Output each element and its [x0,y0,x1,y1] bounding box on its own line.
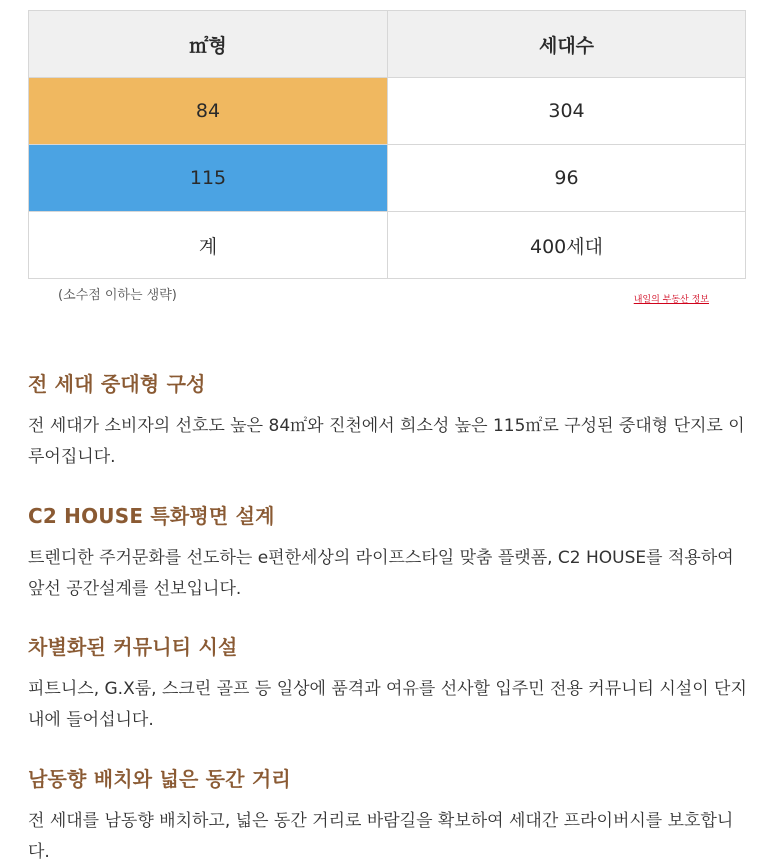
section-title: C2 HOUSE 특화평면 설계 [28,504,275,528]
section-title: 전 세대 중대형 구성 [28,372,206,396]
unit-table-container [28,10,745,279]
cell-area-115: 115 [29,145,388,212]
section-body: 전 세대를 남동향 배치하고, 넓은 동간 거리로 바람길을 확보하여 세대간 프라이버시를 보호합니다. [28,811,734,862]
section-community [28,631,748,736]
table-row [29,212,746,279]
cell-units-115: 96 [388,145,746,212]
section-body: 전 세대가 소비자의 선호도 높은 84㎡와 진천에서 희소성 높은 115㎡로 구성된 중대형 단지로 이루어집니다. [28,416,745,467]
cell-total-label: 계 [29,212,388,279]
section-body: 피트니스, G.X룸, 스크린 골프 등 일상에 품격과 여유를 선사할 입주민 전용 커뮤니티 시설이 단지 내에 들어섭니다. [28,679,747,730]
table-row [29,145,746,212]
section-southeast-layout [28,763,748,868]
table-row [29,78,746,145]
section-large-units [28,368,748,473]
footnote: (소수점 이하는 생략) [58,288,177,303]
header-area-type: ㎡형 [29,11,388,78]
section-title: 차별화된 커뮤니티 시설 [28,635,238,659]
table-header-row [29,11,746,78]
cell-total-units: 400세대 [388,212,746,279]
cell-area-84: 84 [29,78,388,145]
source-link[interactable]: 내일의 부동산 정보 [633,295,709,305]
section-body: 트렌디한 주거문화를 선도하는 e편한세상의 라이프스타일 맞춤 플랫폼, C2 HOUSE를 적용하여 앞선 공간설계를 선보입니다. [28,548,734,599]
cell-units-84: 304 [388,78,746,145]
unit-table [28,10,746,279]
header-household-count: 세대수 [388,11,746,78]
section-title: 남동향 배치와 넓은 동간 거리 [28,767,291,791]
section-c2-house [28,500,748,605]
